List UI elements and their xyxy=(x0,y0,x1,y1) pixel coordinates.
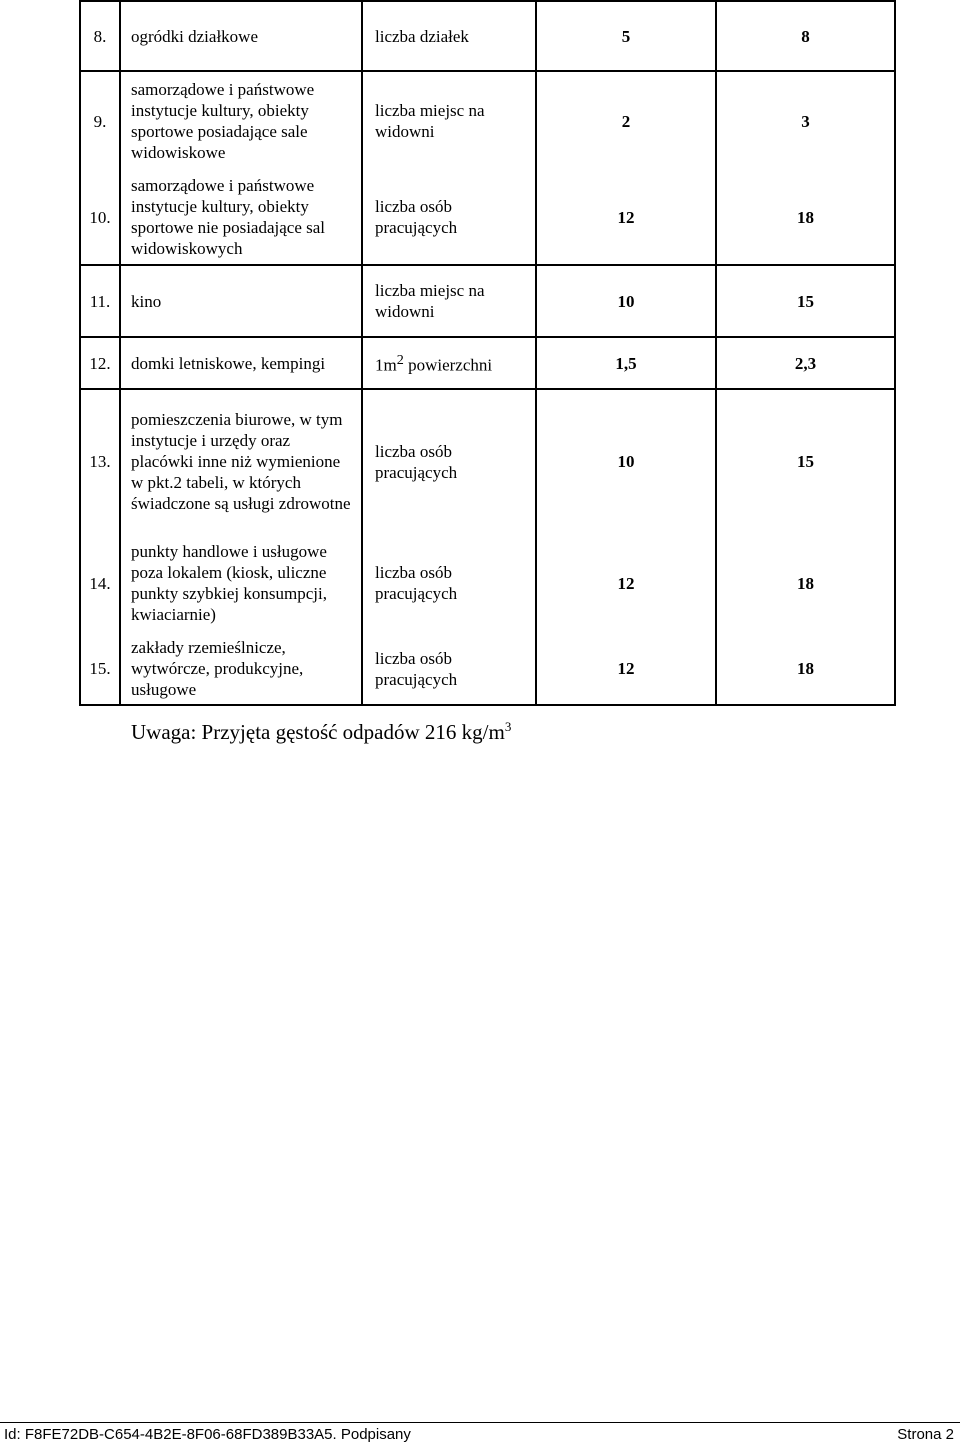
unit-superscript: 2 xyxy=(396,352,404,369)
waste-norms-table xyxy=(79,0,896,706)
unit-of-measure: liczba miejsc na widowni xyxy=(362,265,536,337)
row-number: 8. xyxy=(80,1,120,71)
object-type: domki letniskowe, kempingi xyxy=(120,337,362,389)
table-row xyxy=(80,337,895,389)
object-type: ogródki działkowe xyxy=(120,1,362,71)
object-type: zakłady rzemieślnicze, wytwórcze, produkcyjne, usługowe xyxy=(120,633,362,705)
table-row xyxy=(80,533,895,633)
unit-of-measure: liczba działek xyxy=(362,1,536,71)
unit-prefix: 1m xyxy=(375,355,397,375)
unit-of-measure: liczba osób pracujących xyxy=(362,389,536,533)
unit-of-measure: liczba miejsc na widowni xyxy=(362,71,536,170)
unit-of-measure: liczba osób pracujących xyxy=(362,170,536,265)
value-1: 10 xyxy=(536,265,716,337)
value-2: 15 xyxy=(716,265,895,337)
density-note-text: Uwaga: Przyjęta gęstość odpadów 216 kg/m xyxy=(131,720,505,744)
object-type: kino xyxy=(120,265,362,337)
value-2: 2,3 xyxy=(716,337,895,389)
table-row xyxy=(80,633,895,705)
unit-of-measure: liczba osób pracujących xyxy=(362,633,536,705)
object-type: pomieszczenia biurowe, w tym instytucje i urzędy oraz placówki inne niż wymienione w pkt.2 tabeli, w których świadczone są usługi zdrowotne xyxy=(120,389,362,533)
row-number: 14. xyxy=(80,533,120,633)
value-2: 18 xyxy=(716,533,895,633)
object-type: samorządowe i państwowe instytucje kultury, obiekty sportowe posiadające sale widowiskowe xyxy=(120,71,362,170)
value-1: 2 xyxy=(536,71,716,170)
row-number: 10. xyxy=(80,170,120,265)
value-2: 18 xyxy=(716,633,895,705)
row-number: 12. xyxy=(80,337,120,389)
value-2: 15 xyxy=(716,389,895,533)
value-1: 12 xyxy=(536,633,716,705)
object-type: samorządowe i państwowe instytucje kultury, obiekty sportowe nie posiadające sal widowiskowych xyxy=(120,170,362,265)
unit-suffix: powierzchni xyxy=(403,355,493,375)
row-number: 9. xyxy=(80,71,120,170)
value-1: 5 xyxy=(536,1,716,71)
page-footer xyxy=(0,1422,960,1447)
density-note xyxy=(131,713,511,746)
value-1: 12 xyxy=(536,170,716,265)
row-number: 15. xyxy=(80,633,120,705)
value-1: 10 xyxy=(536,389,716,533)
unit-of-measure xyxy=(362,337,536,389)
table-row xyxy=(80,1,895,71)
density-note-superscript: 3 xyxy=(504,719,512,734)
value-2: 18 xyxy=(716,170,895,265)
table-row xyxy=(80,170,895,265)
unit-of-measure: liczba osób pracujących xyxy=(362,533,536,633)
table-row xyxy=(80,71,895,170)
value-1: 1,5 xyxy=(536,337,716,389)
page-number: Strona 2 xyxy=(897,1426,954,1443)
document-id: Id: F8FE72DB-C654-4B2E-8F06-68FD389B33A5. Podpisany xyxy=(4,1426,411,1443)
table-row xyxy=(80,265,895,337)
object-type: punkty handlowe i usługowe poza lokalem (kiosk, uliczne punkty szybkiej konsumpcji, kwiaciarnie) xyxy=(120,533,362,633)
row-number: 11. xyxy=(80,265,120,337)
value-1: 12 xyxy=(536,533,716,633)
value-2: 8 xyxy=(716,1,895,71)
value-2: 3 xyxy=(716,71,895,170)
table-row xyxy=(80,389,895,533)
row-number: 13. xyxy=(80,389,120,533)
